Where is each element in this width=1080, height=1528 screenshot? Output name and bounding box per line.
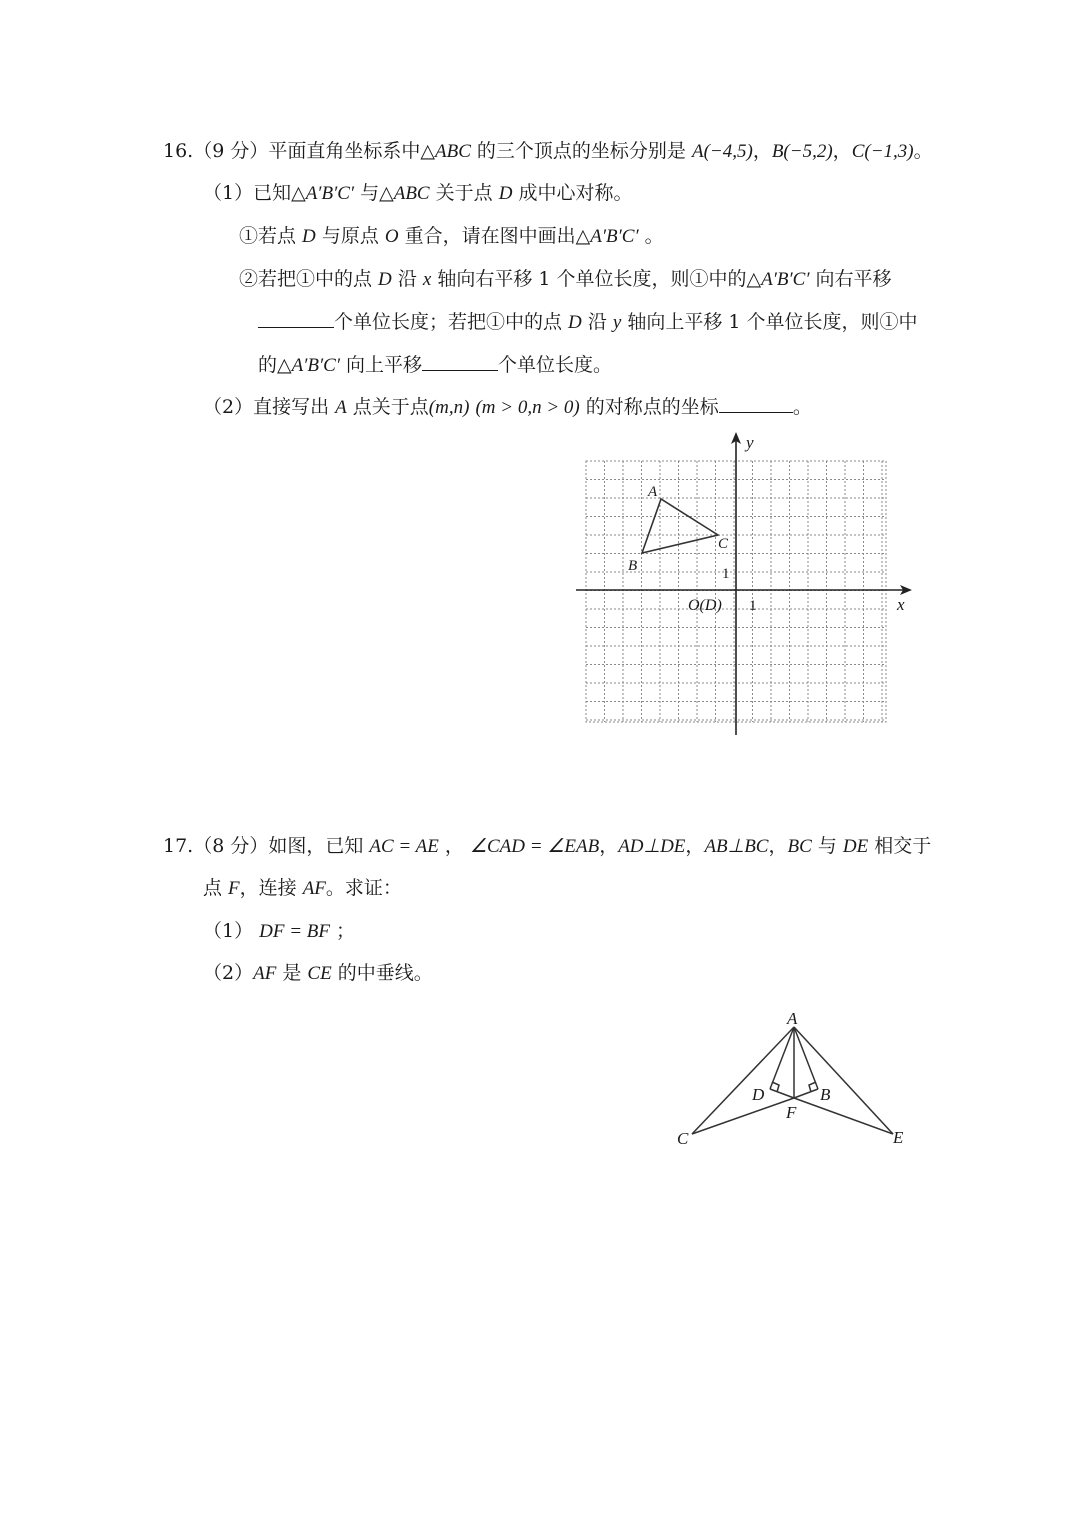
vertex-c-label: C [718,536,729,552]
q16-number: 16. [163,140,194,162]
q16-sub2-cont2: 的△A′B′C′ 向上平移 个单位长度。 [258,354,613,376]
coord-b: B(−5,2) [771,141,833,162]
x-axis-label: x [897,595,905,614]
point-b-label: B [820,1085,831,1104]
segment-ab [794,1027,818,1089]
origin-label: O(D) [688,597,722,614]
answer-blank-3[interactable] [719,394,793,413]
y-axis-label: y [746,433,754,452]
q16-stem: 16.（9 分）平面直角坐标系中△ABC 的三个顶点的坐标分别是 A(−4,5)，B(−5,2)，C(−1,3)。 [163,140,933,162]
point-e-label: E [893,1128,904,1147]
segment-bf [794,1089,818,1098]
q16-sub2: ②若把①中的点 D 沿 x 轴向右平移 1 个单位长度，则①中的△A′B′C′ 向右平移 [239,268,892,290]
segment-fe [794,1098,893,1134]
point-d-label: D [752,1085,765,1104]
q16-part2: （2）直接写出 A 点关于点(m,n) (m > 0,n > 0) 的对称点的坐标 。 [203,396,812,418]
point-f-label: F [786,1103,797,1122]
coordinate-grid-figure [570,425,920,745]
q17-part2: （2）AF 是 CE 的中垂线。 [203,962,433,984]
point-a-label: A [787,1009,798,1028]
point-c-label: C [677,1129,689,1148]
geometry-figure [670,1005,920,1155]
y-unit-label: 1 [722,566,730,582]
q16-part1: （1）已知△A′B′C′ 与△ABC 关于点 D 成中心对称。 [203,182,633,204]
x-unit-label: 1 [749,598,757,614]
q17-score: （8 分） [193,835,269,857]
coord-a: A(−4,5) [691,141,753,162]
triangle-abc [642,499,718,553]
segment-cf [692,1098,794,1134]
q17-stem-cont: 点 F，连接 AF。求证： [203,877,402,899]
q16-score: （9 分） [193,140,269,162]
segment-ad [770,1027,794,1089]
q17-part1: （1） DF = BF ； [203,920,356,942]
answer-blank-1[interactable] [258,309,334,328]
q17-number: 17. [163,835,194,857]
vertex-a-label: A [648,484,658,500]
answer-blank-2[interactable] [422,352,498,371]
coord-c: C(−1,3) [851,141,914,162]
segment-df [770,1089,794,1098]
q16-sub1: ①若点 D 与原点 O 重合，请在图中画出△A′B′C′ 。 [239,225,664,247]
q16-sub2-cont: 个单位长度；若把①中的点 D 沿 y 轴向上平移 1 个单位长度，则①中 [258,309,918,335]
segment-ae [794,1027,893,1134]
q17-stem: 17.（8 分）如图，已知 AC = AE ， ∠CAD = ∠EAB，AD⊥DE，AB⊥BC，BC 与 DE 相交于 [163,835,932,857]
segment-ac [692,1027,794,1134]
vertex-b-label: B [628,558,638,574]
